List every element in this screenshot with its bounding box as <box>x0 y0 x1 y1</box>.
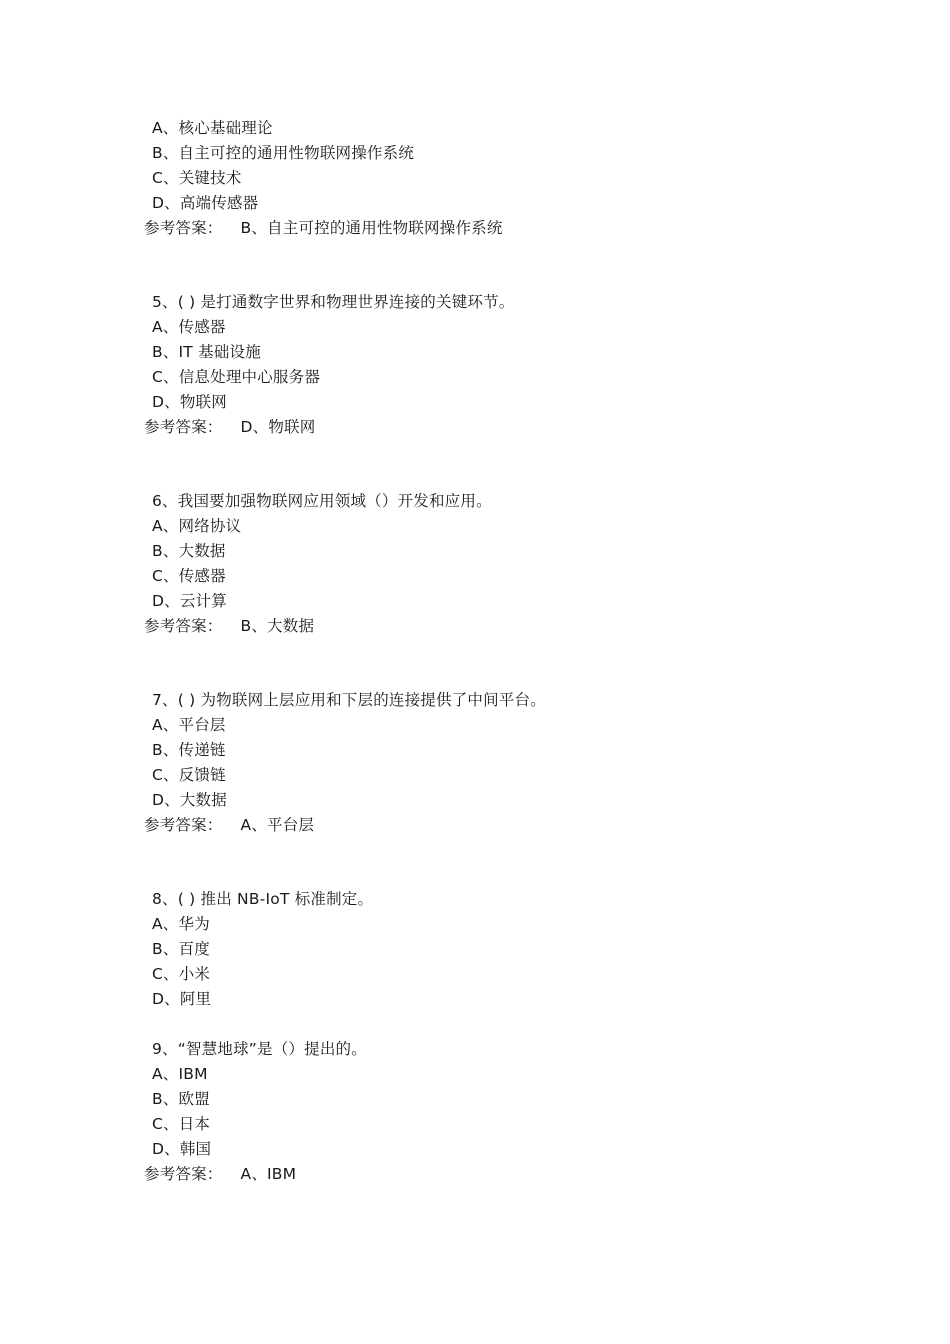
option-a: A、华为 <box>152 915 210 933</box>
question-text: 6、我国要加强物联网应用领域（）开发和应用。 <box>152 492 492 510</box>
answer-value: B、自主可控的通用性物联网操作系统 <box>240 219 503 237</box>
option-a: A、网络协议 <box>152 517 242 535</box>
option-a: A、传感器 <box>152 318 226 336</box>
answer-row <box>144 218 503 238</box>
answer-label: 参考答案： <box>144 1165 223 1183</box>
answer-row <box>144 616 314 636</box>
option-c: C、信息处理中心服务器 <box>152 368 321 386</box>
option-b: B、百度 <box>152 940 210 958</box>
option-c: C、传感器 <box>152 567 226 585</box>
answer-value: A、IBM <box>240 1165 297 1183</box>
option-a: A、IBM <box>152 1065 208 1083</box>
option-d: D、韩国 <box>152 1140 212 1158</box>
answer-label: 参考答案： <box>144 617 223 635</box>
option-d: D、阿里 <box>152 990 212 1008</box>
question-text: 8、( ) 推出 NB-IoT 标准制定。 <box>152 890 374 908</box>
option-c: C、关键技术 <box>152 169 242 187</box>
option-a: A、核心基础理论 <box>152 119 273 137</box>
answer-label: 参考答案： <box>144 816 223 834</box>
option-b: B、欧盟 <box>152 1090 210 1108</box>
question-text: 9、“智慧地球”是（）提出的。 <box>152 1040 367 1058</box>
question-text: 7、( ) 为物联网上层应用和下层的连接提供了中间平台。 <box>152 691 546 709</box>
answer-row <box>144 1164 296 1184</box>
answer-value: A、平台层 <box>240 816 315 834</box>
answer-row <box>144 815 314 835</box>
option-b: B、大数据 <box>152 542 226 560</box>
question-text: 5、( ) 是打通数字世界和物理世界连接的关键环节。 <box>152 293 515 311</box>
answer-row <box>144 417 315 437</box>
option-b: B、自主可控的通用性物联网操作系统 <box>152 144 415 162</box>
option-c: C、日本 <box>152 1115 211 1133</box>
option-b: B、传递链 <box>152 741 226 759</box>
answer-value: B、大数据 <box>240 617 315 635</box>
option-c: C、反馈链 <box>152 766 226 784</box>
answer-label: 参考答案： <box>144 219 223 237</box>
option-d: D、物联网 <box>152 393 227 411</box>
option-d: D、高端传感器 <box>152 194 259 212</box>
option-d: D、云计算 <box>152 592 227 610</box>
option-d: D、大数据 <box>152 791 227 809</box>
answer-label: 参考答案： <box>144 418 223 436</box>
option-c: C、小米 <box>152 965 211 983</box>
answer-value: D、物联网 <box>240 418 316 436</box>
option-a: A、平台层 <box>152 716 226 734</box>
option-b: B、IT 基础设施 <box>152 343 261 361</box>
